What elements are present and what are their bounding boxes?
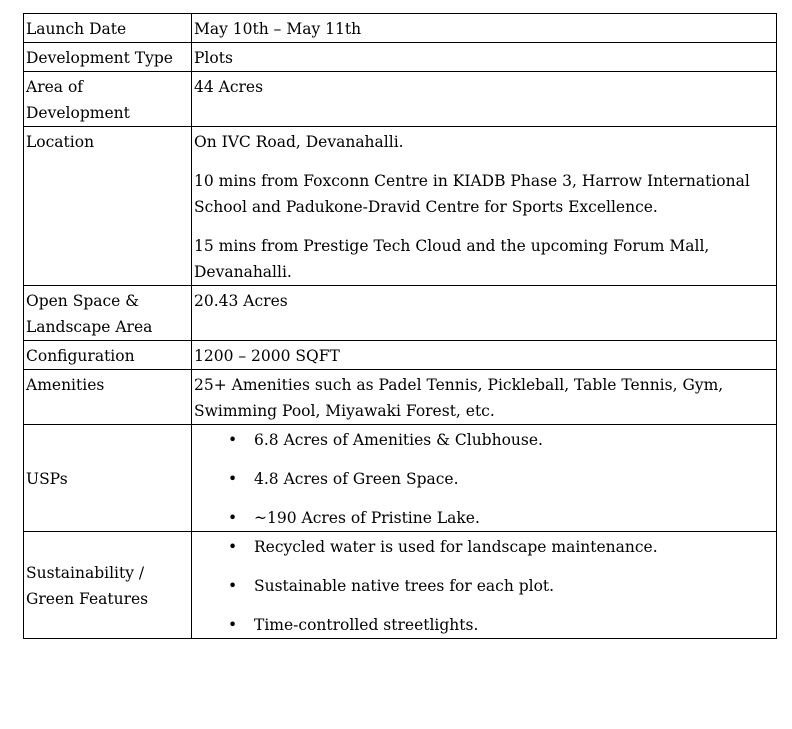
location-paragraph: 15 mins from Prestige Tech Cloud and the upcoming Forum Mall, Devanahalli. — [194, 237, 710, 281]
usps-value — [192, 425, 777, 532]
bullet-icon: • — [228, 431, 238, 449]
list-item-text: Time-controlled streetlights. — [254, 616, 479, 634]
list-item — [194, 427, 774, 453]
list-item-text: ~190 Acres of Pristine Lake. — [254, 509, 480, 527]
row-launch-date — [24, 14, 777, 43]
sustainability-label: Sustainability / Green Features — [24, 532, 192, 639]
row-area-of-development — [24, 72, 777, 127]
bullet-icon: • — [228, 538, 238, 556]
list-item — [194, 534, 774, 560]
usps-list — [194, 427, 774, 531]
row-amenities — [24, 370, 777, 425]
list-item — [194, 505, 774, 531]
open-space-label: Open Space & Landscape Area — [24, 286, 192, 341]
configuration-value: 1200 – 2000 SQFT — [192, 341, 777, 370]
location-value — [192, 127, 777, 286]
development-type-value: Plots — [192, 43, 777, 72]
location-paragraph: On IVC Road, Devanahalli. — [194, 133, 404, 151]
list-item-text: Recycled water is used for landscape maintenance. — [254, 538, 658, 556]
area-of-development-label: Area of Development — [24, 72, 192, 127]
sustainability-value — [192, 532, 777, 639]
list-item-text: 4.8 Acres of Green Space. — [254, 470, 459, 488]
launch-date-value: May 10th – May 11th — [192, 14, 777, 43]
amenities-value: 25+ Amenities such as Padel Tennis, Pickleball, Table Tennis, Gym, Swimming Pool, Miyawaki Forest, etc. — [192, 370, 777, 425]
sustainability-list — [194, 534, 774, 638]
open-space-value: 20.43 Acres — [192, 286, 777, 341]
list-item — [194, 466, 774, 492]
usps-label: USPs — [24, 425, 192, 532]
bullet-icon: • — [228, 616, 238, 634]
row-sustainability — [24, 532, 777, 639]
location-label: Location — [24, 127, 192, 286]
location-paragraph: 10 mins from Foxconn Centre in KIADB Phase 3, Harrow International School and Padukone-Dravid Centre for Sports Excellence. — [194, 172, 750, 216]
bullet-icon: • — [228, 577, 238, 595]
launch-date-label: Launch Date — [24, 14, 192, 43]
row-open-space — [24, 286, 777, 341]
amenities-label: Amenities — [24, 370, 192, 425]
list-item — [194, 573, 774, 599]
row-configuration — [24, 341, 777, 370]
area-of-development-value: 44 Acres — [192, 72, 777, 127]
row-usps — [24, 425, 777, 532]
project-details-table — [23, 13, 777, 639]
row-development-type — [24, 43, 777, 72]
bullet-icon: • — [228, 509, 238, 527]
development-type-label: Development Type — [24, 43, 192, 72]
bullet-icon: • — [228, 470, 238, 488]
list-item — [194, 612, 774, 638]
configuration-label: Configuration — [24, 341, 192, 370]
list-item-text: 6.8 Acres of Amenities & Clubhouse. — [254, 431, 543, 449]
list-item-text: Sustainable native trees for each plot. — [254, 577, 555, 595]
row-location — [24, 127, 777, 286]
